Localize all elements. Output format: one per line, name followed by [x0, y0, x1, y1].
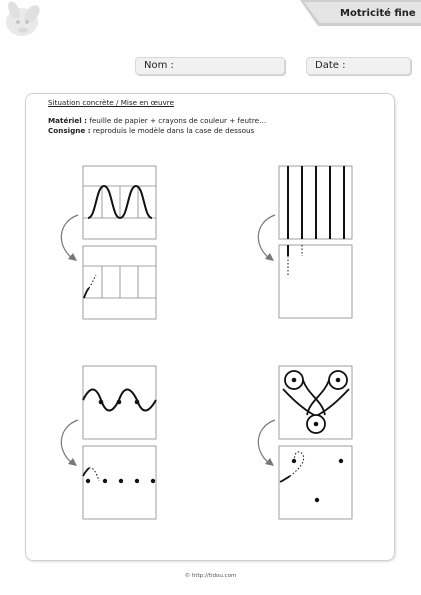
footer-credit: © http://tidou.com	[184, 573, 237, 579]
consigne-text: reproduis le modèle dans la case de dessous	[90, 126, 255, 135]
materiel-label: Matériel :	[48, 116, 88, 125]
rabbit-mascot-icon	[6, 0, 43, 36]
name-label: Nom :	[144, 60, 174, 71]
header-title: Motricité fine	[340, 8, 416, 19]
consigne-label: Consigne :	[48, 126, 91, 135]
exercise-panel	[25, 93, 395, 561]
materiel-line	[48, 116, 266, 125]
materiel-text: feuille de papier + crayons de couleur + feutre…	[87, 116, 267, 125]
date-field[interactable]	[306, 57, 411, 75]
situation-heading: Situation concrète / Mise en œuvre	[48, 98, 174, 107]
date-label: Date :	[315, 60, 346, 71]
consigne-line	[48, 126, 254, 135]
name-field[interactable]	[135, 57, 285, 75]
